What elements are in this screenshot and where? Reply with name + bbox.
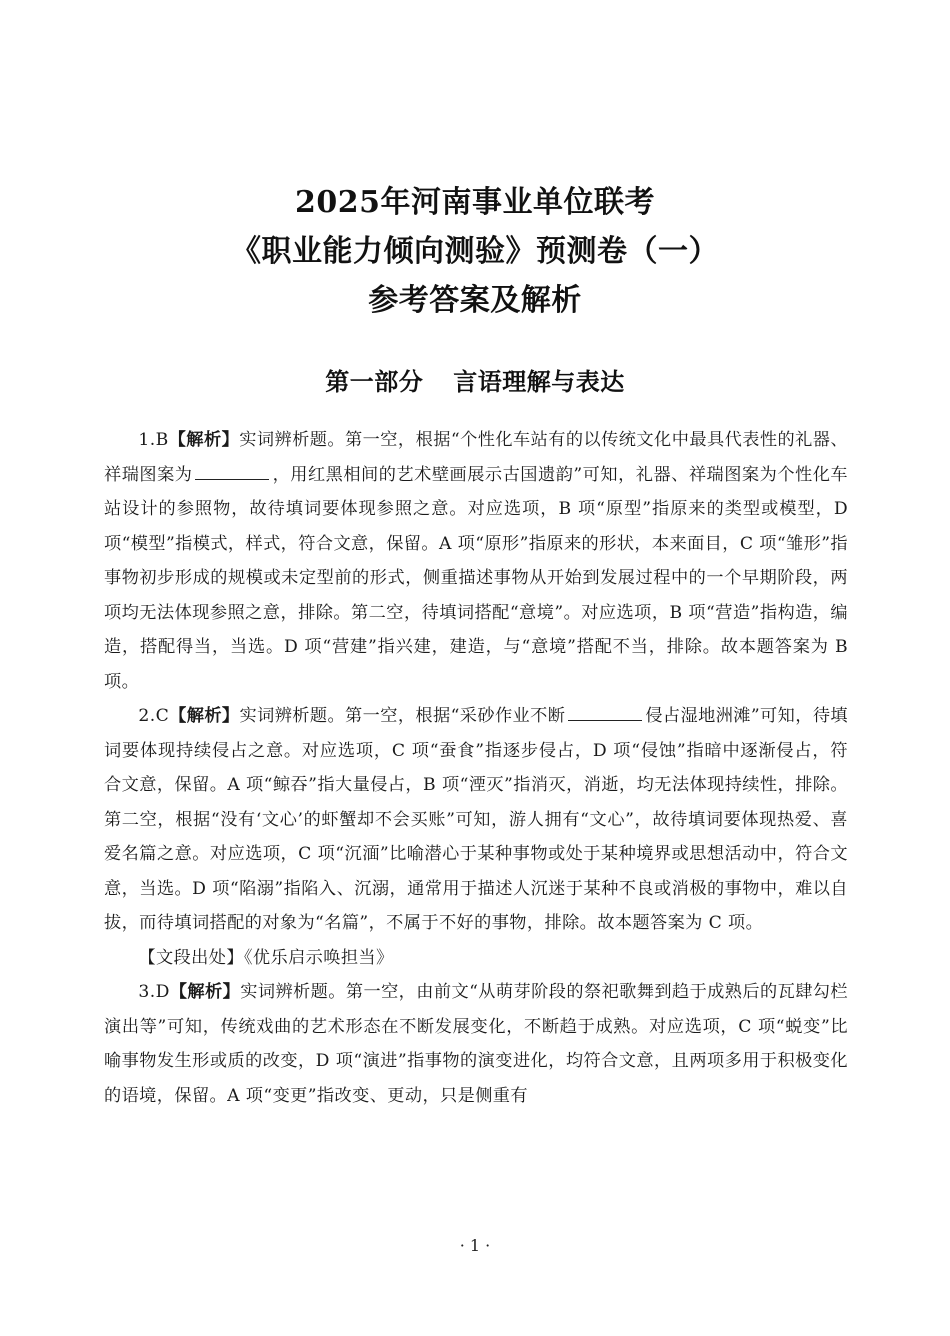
analysis-text-cont: ，用红黑相间的艺术壁画展示古国遗韵”可知，礼器、祥瑞图案为个性化车站设计的参照物，故待填词要体现参照之意。对应选项，B 项“原型”指原来的类型或模型，D 项“模型”指模式，样式，符合文意，保留。A 项“原形”指原来的形状，本来面目，C 项“雏形”指事物初步形成的规模或未定型前的形式，侧重描述事物从开始到发展过程中的一个早期阶段，两项均无法体现参照之意，排除。第二空，待填词搭配“意境”。对应选项，B 项“营造”指构造，编造，搭配得当，当选。D 项“营建”指兴建，建造，与“意境”搭配不当，排除。故本题答案为 B 项。 [104, 464, 848, 692]
answer-paragraph-3 [104, 975, 848, 1113]
answer-body [104, 423, 848, 1113]
analysis-text: 实词辨析题。第一空，由前文“从萌芽阶段的祭祀歌舞到趋于成熟后的瓦肆勾栏演出等”可知，传统戏曲的艺术形态在不断发展变化，不断趋于成熟。对应选项，C 项“蜕变”比喻事物发生形或质的改变，D 项“演进”指事物的演变进化，均符合文意，且两项多用于积极变化的语境，保留。A 项“变更”指改变、更动，只是侧重有 [104, 982, 848, 1106]
analysis-tag: 【解析】 [168, 430, 240, 450]
analysis-text: 实词辨析题。第一空，根据“个性化车站有的以传统文化中最具代表性的礼器、祥瑞图案为 [104, 430, 848, 485]
analysis-text: 实词辨析题。第一空，根据“采砂作业不断 [239, 706, 566, 726]
section-heading [0, 366, 950, 398]
title-line-1: 2025年河南事业单位联考 [295, 185, 655, 220]
document-title [0, 178, 950, 325]
fill-blank [195, 465, 269, 480]
source-note [104, 941, 848, 976]
question-number: 2.C [138, 706, 170, 726]
analysis-text-cont: 侵占湿地洲滩”可知，待填词要体现持续侵占之意。对应选项，C 项“蚕食”指逐步侵占，D 项“侵蚀”指暗中逐渐侵占，符合文意，保留。A 项“鲸吞”指大量侵占，B 项“湮灭”指消灭，消逝，均无法体现持续性，排除。第二空，根据“没有‘文心’的虾蟹却不会买账”可知，游人拥有“文心”，故待填词要体现热爱、喜爱名篇之意。对应选项，C 项“沉湎”比喻潜心于某种事物或处于某种境界或思想活动中，符合文意，当选。D 项“陷溺”指陷入、沉溺，通常用于描述人沉迷于某种不良或消极的事物中，难以自拔，而待填词搭配的对象为“名篇”，不属于不好的事物，排除。故本题答案为 C 项。 [104, 706, 849, 933]
answer-paragraph-2 [104, 699, 848, 941]
title-line-3: 参考答案及解析 [368, 283, 582, 318]
section-part: 第一部分 [325, 367, 424, 396]
section-name: 言语理解与表达 [453, 367, 625, 396]
answer-paragraph-1 [104, 423, 848, 699]
title-line-2: 《职业能力倾向测验》预测卷（一） [231, 234, 719, 269]
question-number: 3.D [138, 982, 170, 1002]
analysis-tag: 【解析】 [169, 706, 240, 726]
source-text: 【文段出处】《优乐启示唤担当》 [138, 947, 394, 968]
question-number: 1.B [138, 430, 169, 450]
analysis-tag: 【解析】 [169, 982, 241, 1002]
fill-blank [568, 706, 642, 721]
page-number: · 1 · [459, 1236, 491, 1255]
